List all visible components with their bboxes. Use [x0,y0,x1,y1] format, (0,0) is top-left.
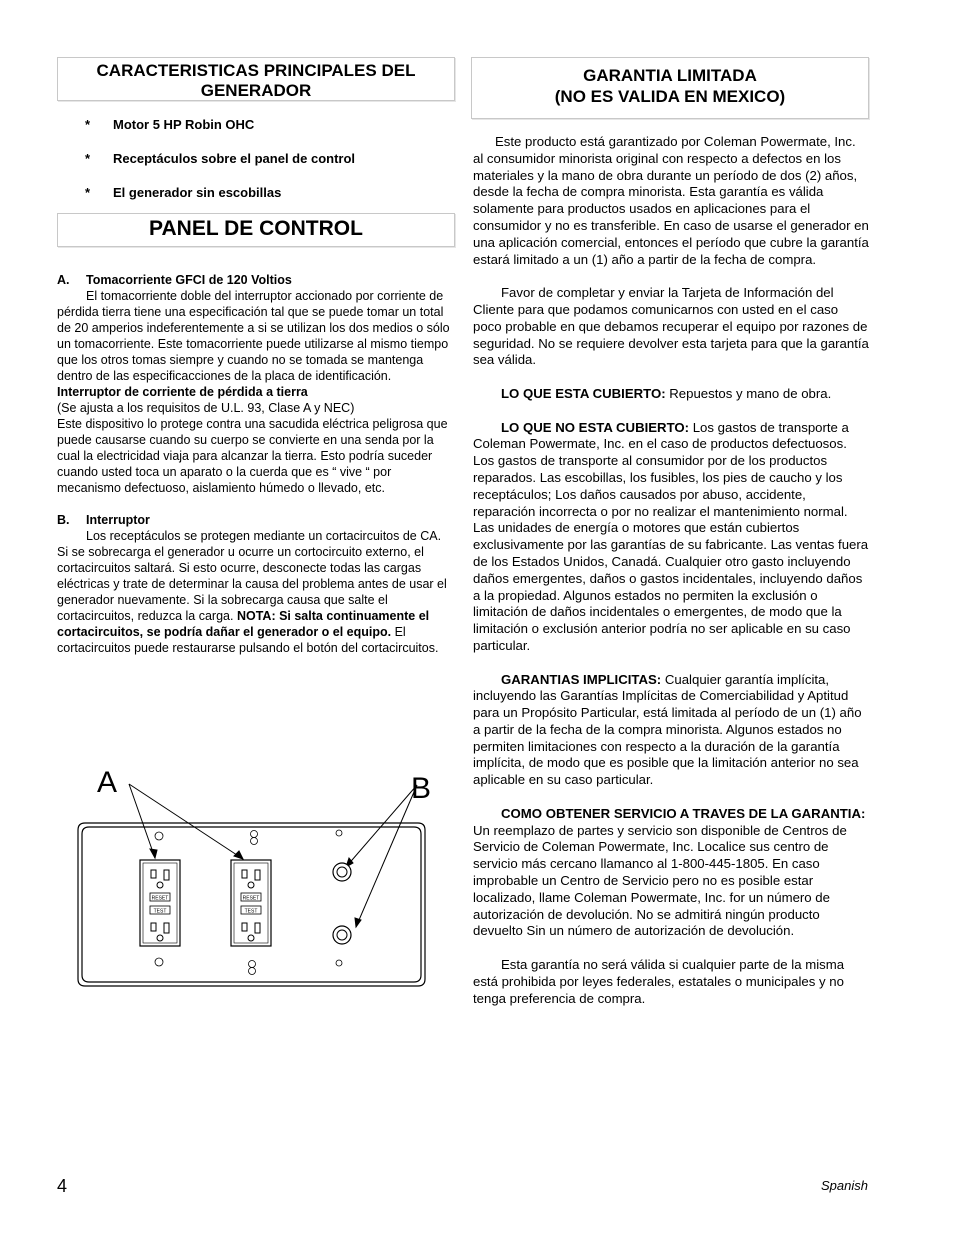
left-column [57,57,455,656]
list-item: * El generador sin escobillas [85,185,282,200]
gfci-receptacle-right [231,860,271,946]
section-a-title: A. Tomacorriente GFCI de 120 Voltios [57,273,292,287]
section-a [57,272,455,496]
list-item: * Receptáculos sobre el panel de control [85,151,356,166]
gfci-paragraph: Este dispositivo lo protege contra una sacudida eléctrica peligrosa que puede causarse cuando su cuerpo se convierte en una senda por la cual la electricidad viaja para alcanzar la tierra. Esto podría suceder cuando usted toca un aparato o la cuerda que es “ vive “ por mecanismo defectuoso, aislamiento húmedo o llevado, etc. [57,417,448,495]
panel-heading: PANEL DE CONTROL [57,213,455,247]
section-b-title: B. Interruptor [57,513,150,527]
service-paragraph: COMO OBTENER SERVICIO A TRAVES DE LA GARANTIA: Un reemplazo de partes y servicio son disponible de Centros de Servicio de Coleman Powermate, Inc. Localice sus centro de servicio más cercano llamanco al 1-800-445-1805. En caso improbable un Centro de Servicio pero no es posible estar localizado, llame Coleman Powermate, Inc. for un número de autorización de devolución. No se admitirá ningún producto devuelto Sin un número de autorización de devolución. [473,805,866,939]
warranty-body [471,134,869,1007]
gfci-receptacle-left [140,860,180,946]
language-label: Spanish [821,1178,868,1193]
features-list [85,117,455,219]
test-label: TEST [153,908,167,915]
test-label: TEST [244,908,258,915]
warranty-paragraph: Este producto está garantizado por Coleman Powermate, Inc. al consumidor minorista original con respecto a defectos en los materiales y la mano de obra durante un período de dos (2) años, desde la fecha de compra minorista. Esta garantía es válida solamente para productos usados en aplicaciones para el consumidor y no es transferible. En caso de usarse el generador en una aplicación comercial, entonces el período que cubre la garantía estará limitado a un (1) año a partir de la fecha de compra. [473,134,869,267]
section-b [57,512,455,656]
breaker-note: NOTA: Si salta continuamente el cortacircuitos, se podría dañar el generador o el equipo. [57,609,430,639]
section-a-paragraph: El tomacorriente doble del interruptor accionado por corriente de pérdida tierra tiene una especificación tal que se puede tomar un total de 20 amperios indeferentemente a si se utilizan los dos medios o sólo un tomacorriente. Este tomacorriente puede utilizarse al mismo tiempo que los otros tomas siempre y cuando no se tomada se mantenga dentro de las especificacciones de la placa de identificación. [57,289,450,383]
reset-label: RESET [151,895,169,902]
label-b: B [410,772,431,805]
right-column [471,57,869,1007]
control-panel-diagram [57,760,437,995]
covered-paragraph: LO QUE ESTA CUBIERTO: Repuestos y mano de obra. [501,385,832,401]
warranty-heading: GARANTIA LIMITADA (NO ES VALIDA EN MEXICO) [471,57,869,119]
not-covered-paragraph: LO QUE NO ESTA CUBIERTO: Los gastos de transporte a Coleman Powermate, Inc. en el caso de productos defectuosos. Los gastos de transporte al consumidor por de los productos reparados. Las escobillas, los fusibles, los pies de caucho y los receptáculos; Los daños causados por abuso, accidente, reparación incorrecta o por no realizar el mantenimiento normal. Las unidades de energía o motores que están cubiertos exclusivamente por las garantías de su fabricante. Las ventas fuera de los Estados Unidos, Canadá. Cualquier otro gasto incluyendo daños emergentes, daños o gastos incidentales, incluyendo daños a la propiedad. Algunos estados no permiten la exclusión o limitación de daños incidentales o emergentes, de modo que la limitación o exclusión anterior podría no ser aplicable en su caso particular. [473,419,869,653]
gfci-note: (Se ajusta a los requisitos de U.L. 93, Clase A y NEC) [57,401,355,415]
circuit-breakers [333,863,351,944]
page-number: 4 [57,1176,68,1196]
gfci-subtitle: Interruptor de corriente de pérdida a tierra [57,385,308,399]
features-heading: CARACTERISTICAS PRINCIPALES DEL GENERADOR [57,57,455,101]
validity-paragraph: Esta garantía no será válida si cualquier parte de la misma está prohibida por leyes federales, estatales o municipales y no tenga preferencia de compra. [473,957,845,1006]
registration-paragraph: Favor de completar y enviar la Tarjeta de Información del Cliente para que podamos comunicarnos con usted en el caso poco probable en que debamos recuperar el equipo por razones de seguridad. No se requiere devolver esta tarjeta para que la garantía sea válida. [473,285,869,368]
reset-label: RESET [242,895,260,902]
implied-paragraph: GARANTIAS IMPLICITAS: Cualquier garantía implícita, incluyendo las Garantías Implícitas de Comerciabilidad y Aptitud para un Propósito Particular, está limitada al período de un (1) año a partir de la fecha de la compra minorista. Algunos estados no permiten limitaciones con respecto a la duración de la garantía implícita, de modo que es posible que la limitación anterior no sea aplicable en su caso particular. [473,671,862,788]
label-a: A [97,766,118,799]
list-item: * Motor 5 HP Robin OHC [85,117,255,132]
section-b-paragraph: Los receptáculos se protegen mediante un cortacircuitos de CA. Si se sobrecarga el generador u ocurre un cortocircuito externo, el cortacircuitos saltará. Si esto ocurre, desconecte todas las cargas eléctricas y trate de determinar la causa del problema antes de usar el generador nuevamente. Si la sobrecarga causa que salte el cortacircuitos, reduzca la carga. NOTA: Si salta continuamente el cortacircuitos, se podría dañar el generador o el equipo. El cortacircuitos puede restaurarse pulsando el botón del cortacircuitos. [57,529,447,655]
